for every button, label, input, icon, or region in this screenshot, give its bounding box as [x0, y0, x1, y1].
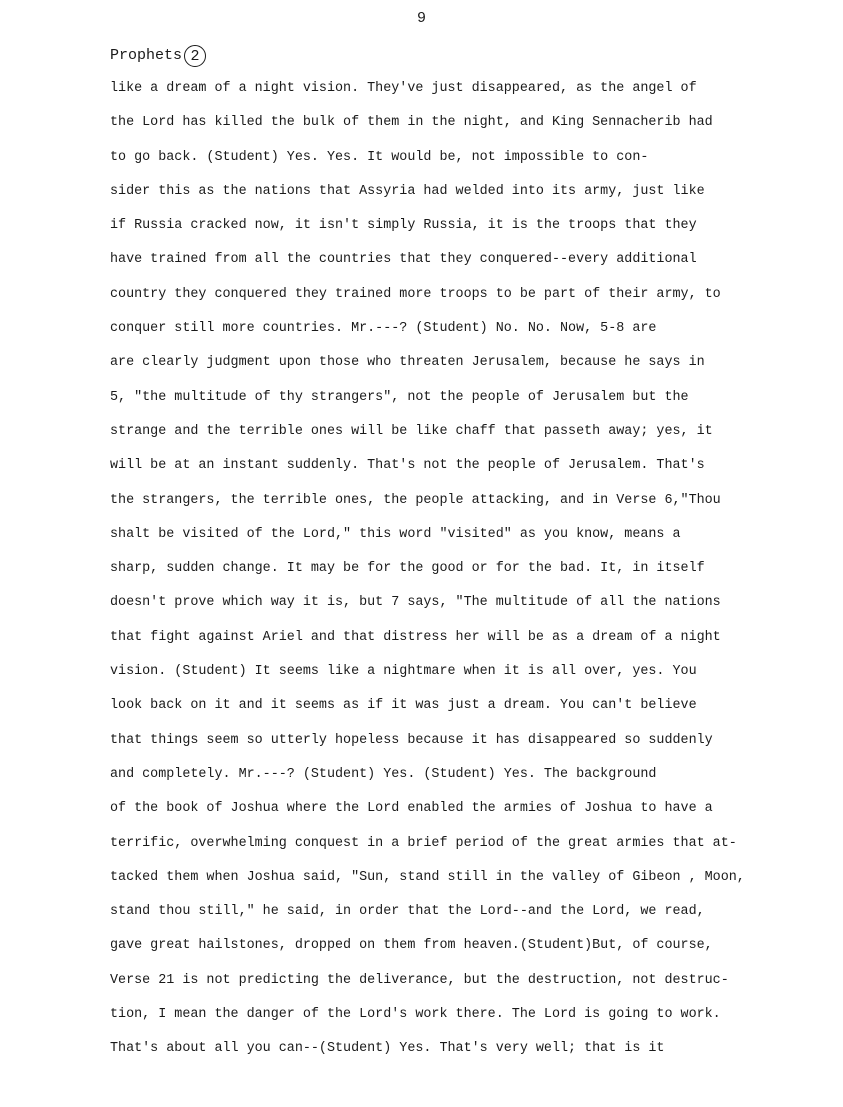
body-text	[110, 79, 765, 1074]
text-line: the strangers, the terrible ones, the people attacking, and in Verse 6,"Thou	[110, 492, 721, 508]
text-line: of the book of Joshua where the Lord enabled the armies of Joshua to have a	[110, 801, 713, 817]
text-line: are clearly judgment upon those who threaten Jerusalem, because he says in	[110, 355, 705, 371]
text-line: strange and the terrible ones will be like chaff that passeth away; yes, it	[110, 423, 713, 439]
text-line: conquer still more countries. Mr.---? (Student) No. No. Now, 5-8 are	[110, 321, 657, 337]
text-line: tacked them when Joshua said, "Sun, stand still in the valley of Gibeon , Moon,	[110, 869, 745, 885]
text-line: country they conquered they trained more troops to be part of their army, to	[110, 286, 721, 302]
text-line: doesn't prove which way it is, but 7 says, "The multitude of all the nations	[110, 595, 721, 611]
text-line: Verse 21 is not predicting the deliverance, but the destruction, not destruc-	[110, 972, 729, 988]
text-line: and completely. Mr.---? (Student) Yes. (Student) Yes. The background	[110, 766, 657, 782]
text-line: like a dream of a night vision. They've just disappeared, as the angel of	[110, 81, 697, 96]
page-header	[110, 45, 206, 67]
text-line: That's about all you can--(Student) Yes. That's very well; that is it	[110, 1041, 665, 1057]
text-line: vision. (Student) It seems like a nightmare when it is all over, yes. You	[110, 664, 697, 680]
text-line: 5, "the multitude of thy strangers", not the people of Jerusalem but the	[110, 389, 689, 405]
page-number: 9	[416, 10, 426, 27]
text-line: the Lord has killed the bulk of them in the night, and King Sennacherib had	[110, 115, 713, 131]
text-line: that things seem so utterly hopeless because it has disappeared so suddenly	[110, 732, 713, 748]
circled-number: 2	[184, 45, 206, 67]
text-line: will be at an instant suddenly. That's not the people of Jerusalem. That's	[110, 458, 705, 474]
text-line: tion, I mean the danger of the Lord's work there. The Lord is going to work.	[110, 1007, 721, 1023]
text-line: if Russia cracked now, it isn't simply Russia, it is the troops that they	[110, 218, 697, 234]
text-line: terrific, overwhelming conquest in a brief period of the great armies that at-	[110, 835, 737, 851]
text-line: sharp, sudden change. It may be for the good or for the bad. It, in itself	[110, 561, 705, 577]
text-line: gave great hailstones, dropped on them from heaven.(Student)But, of course,	[110, 938, 713, 954]
text-line: look back on it and it seems as if it was just a dream. You can't believe	[110, 698, 697, 714]
text-line: to go back. (Student) Yes. Yes. It would be, not impossible to con-	[110, 149, 649, 165]
text-line: have trained from all the countries that they conquered--every additional	[110, 252, 697, 268]
text-line: shalt be visited of the Lord," this word "visited" as you know, means a	[110, 526, 681, 542]
text-line: that fight against Ariel and that distress her will be as a dream of a night	[110, 629, 721, 645]
text-line: sider this as the nations that Assyria had welded into its army, just like	[110, 183, 705, 199]
header-title: Prophets	[110, 47, 183, 64]
text-line: stand thou still," he said, in order that the Lord--and the Lord, we read,	[110, 904, 705, 920]
